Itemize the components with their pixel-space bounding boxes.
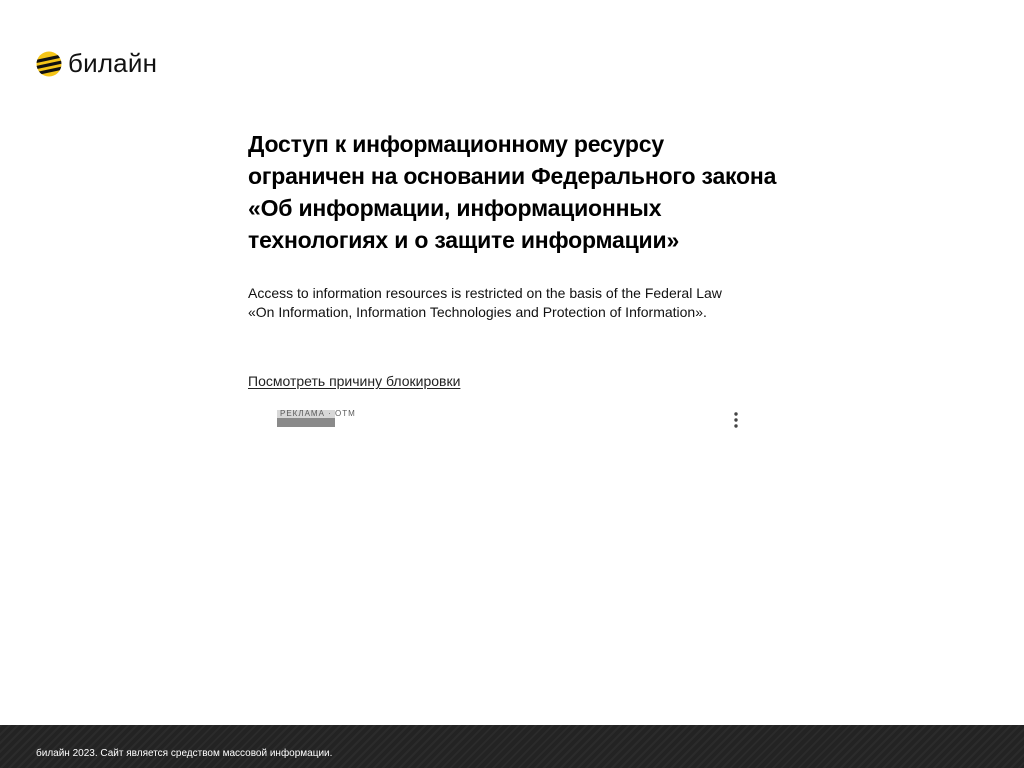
english-notice [248, 284, 773, 322]
page-title: Доступ к информационному ресурсу ограничен на основании Федерального закона «Об информации, информационных технологиях и о защите информации» [248, 131, 777, 253]
logo-text: билайн [68, 48, 158, 78]
ad-badge [277, 409, 356, 427]
footer [0, 725, 1024, 768]
main-content [248, 128, 778, 391]
english-notice-line-1: Access to information resources is restricted on the basis of the Federal Law [248, 285, 722, 301]
ad-banner[interactable] [248, 404, 748, 436]
beeline-logo-icon [36, 51, 62, 77]
view-block-reason-link[interactable]: Посмотреть причину блокировки [248, 373, 461, 389]
ad-label: РЕКЛАМА · OTM [280, 409, 356, 418]
english-notice-line-2: «On Information, Information Technologies and Protection of Information». [248, 304, 707, 320]
beeline-logo[interactable] [36, 48, 158, 78]
footer-text: билайн 2023. Сайт является средством массовой информации. [36, 748, 333, 759]
more-vertical-icon[interactable] [730, 410, 742, 430]
